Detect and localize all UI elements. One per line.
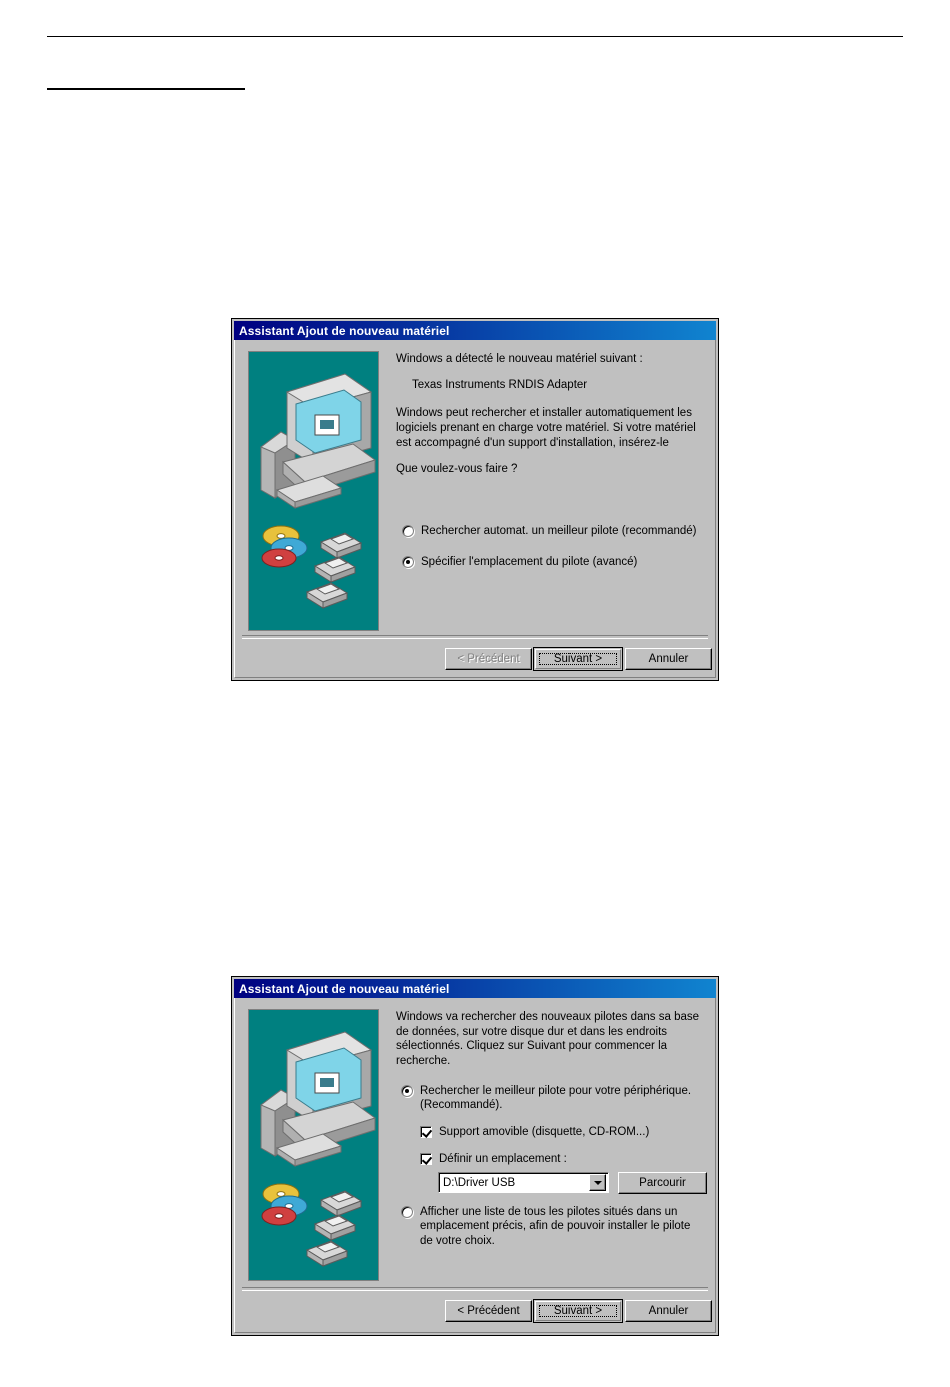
radio-show-driver-list[interactable] — [401, 1205, 701, 1248]
dialog-1-text — [396, 352, 701, 487]
next-button-label: Suivant > — [553, 653, 603, 665]
dialog-1-device-name: Texas Instruments RNDIS Adapter — [412, 378, 588, 391]
checkbox-indicator[interactable] — [420, 1126, 432, 1138]
location-combobox[interactable] — [438, 1172, 609, 1193]
focus-indicator — [539, 1305, 617, 1317]
add-new-hardware-wizard-dialog-2[interactable] — [231, 976, 719, 1336]
cancel-button[interactable] — [625, 648, 712, 670]
back-button-label: < Précédent — [457, 1305, 520, 1317]
checkbox-removable-media[interactable] — [420, 1125, 700, 1139]
focus-indicator — [539, 653, 617, 665]
next-button[interactable] — [533, 647, 623, 671]
radio-indicator[interactable] — [401, 1085, 413, 1097]
add-new-hardware-wizard-dialog-1[interactable] — [231, 318, 719, 681]
dialog-1-separator — [242, 635, 708, 639]
cancel-button-label: Annuler — [648, 653, 689, 665]
dialog-2-separator — [242, 1287, 708, 1291]
wizard-illustration-1 — [248, 351, 379, 631]
checkbox-indicator[interactable] — [420, 1153, 432, 1165]
page-top-rule — [47, 36, 903, 37]
location-combobox-value: D:\Driver USB — [443, 1176, 516, 1189]
back-button-label: < Précédent — [457, 653, 520, 665]
wizard-illustration-2 — [248, 1009, 379, 1281]
radio-indicator[interactable] — [401, 1206, 413, 1218]
radio-indicator[interactable] — [402, 525, 414, 537]
dialog-1-title: Assistant Ajout de nouveau matériel — [239, 323, 450, 338]
cancel-button-label: Annuler — [648, 1305, 689, 1317]
computer-and-media-icon — [249, 352, 379, 631]
dialog-1-titlebar[interactable] — [234, 321, 716, 340]
dialog-1-para-detected: Windows a détecté le nouveau matériel suivant : — [396, 353, 643, 365]
radio-search-best-driver-label: Rechercher automat. un meilleur pilote (recommandé) — [421, 525, 697, 537]
checkbox-specify-location[interactable] — [420, 1152, 700, 1166]
back-button[interactable] — [445, 1300, 532, 1322]
dialog-2-title: Assistant Ajout de nouveau matériel — [239, 981, 450, 996]
next-button-label: Suivant > — [553, 1305, 603, 1317]
chevron-down-icon[interactable] — [589, 1174, 606, 1191]
dialog-2-text — [396, 1010, 706, 1080]
back-button[interactable] — [445, 648, 532, 670]
radio-search-best-driver-2-label: Rechercher le meilleur pilote pour votre périphérique. (Recommandé). — [420, 1085, 692, 1112]
dialog-2-intro: Windows va rechercher des nouveaux pilotes dans sa base de données, sur votre disque dur et dans les endroits sélectionnés. Cliquez sur Suivant pour commencer la recherche. — [396, 1011, 700, 1068]
radio-indicator[interactable] — [402, 556, 414, 568]
next-button-inner — [535, 1301, 621, 1321]
next-button[interactable] — [533, 1299, 623, 1323]
radio-show-driver-list-label: Afficher une liste de tous les pilotes situés dans un emplacement précis, afin de pouvoir installer le pilote de votre choix. — [420, 1206, 691, 1247]
radio-specify-driver-location-label: Spécifier l'emplacement du pilote (avancé) — [421, 556, 638, 568]
browse-button[interactable] — [618, 1172, 707, 1194]
dialog-1-para-question: Que voulez-vous faire ? — [396, 462, 518, 475]
radio-search-best-driver[interactable] — [402, 524, 702, 538]
checkbox-removable-media-label: Support amovible (disquette, CD-ROM...) — [439, 1126, 650, 1138]
cancel-button[interactable] — [625, 1300, 712, 1322]
computer-and-media-icon — [249, 1010, 379, 1281]
radio-specify-driver-location[interactable] — [402, 555, 702, 569]
browse-button-label: Parcourir — [639, 1177, 686, 1189]
dialog-1-para-info: Windows peut rechercher et installer automatiquement les logiciels prenant en charge votre matériel. Si votre matériel est accompagné d'un support d'installation, insérez-le — [396, 407, 696, 449]
radio-search-best-driver-2[interactable] — [401, 1084, 701, 1113]
section-title-rule — [47, 88, 245, 90]
next-button-inner — [535, 649, 621, 669]
checkbox-specify-location-label: Définir un emplacement : — [439, 1153, 567, 1165]
dialog-2-titlebar[interactable] — [234, 979, 716, 998]
